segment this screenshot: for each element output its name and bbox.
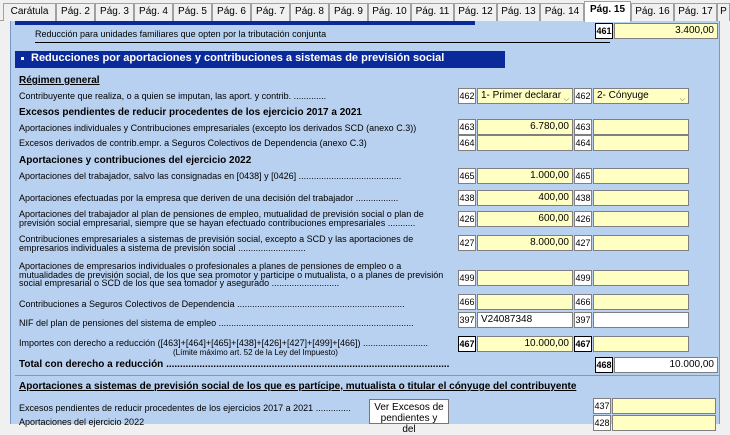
- page-tabs: [0, 0, 730, 21]
- code-397-2: 397: [574, 312, 592, 328]
- code-466-2: 466: [574, 294, 592, 310]
- section-title: Reducciones por aportaciones y contribuciones a sistemas de previsión social: [31, 52, 445, 64]
- contribuyente-select-1[interactable]: [477, 88, 573, 104]
- code-467-1: 467: [458, 336, 476, 352]
- field-438-2[interactable]: [593, 190, 689, 206]
- total-label: Total con derecho a reducción ......................................................................................................: [19, 359, 450, 370]
- field-437[interactable]: [612, 398, 716, 414]
- form-panel: [10, 21, 720, 435]
- tab-pag-11[interactable]: Pág. 11: [411, 3, 454, 21]
- pendientes-heading: Excesos pendientes de reducir procedentes de los ejercicio 2017 a 2021: [19, 107, 362, 118]
- field-427-2[interactable]: [593, 235, 689, 251]
- tab-pag-5[interactable]: Pág. 5: [173, 3, 212, 21]
- row-464-label: Excesos derivados de contrib.empr. a Seguros Colectivos de Dependencia (anexo C.3): [19, 138, 367, 148]
- row-437-label: Excesos pendientes de reducir procedentes de los ejercicios 2017 a 2021 ..............: [19, 403, 351, 413]
- tab-pag-17[interactable]: Pág. 17: [674, 3, 717, 21]
- code-499-1: 499: [458, 270, 476, 286]
- chevron-down-icon: ⌵: [679, 96, 685, 103]
- code-427-2: 427: [574, 235, 592, 251]
- code-466-1: 466: [458, 294, 476, 310]
- tab-pag-14[interactable]: Pág. 14: [540, 3, 584, 21]
- field-465-2[interactable]: [593, 168, 689, 184]
- tab-pag-13[interactable]: Pág. 13: [497, 3, 540, 21]
- field-467-2[interactable]: [593, 336, 689, 352]
- row-465-label: Aportaciones del trabajador, salvo las consignadas en [0438] y [0426] .........................................: [19, 171, 402, 181]
- field-397-1[interactable]: V24087348: [477, 312, 573, 328]
- bullet-icon: [21, 57, 24, 60]
- field-464-2[interactable]: [593, 135, 689, 151]
- tab-pag-8[interactable]: Pág. 8: [290, 3, 329, 21]
- field-466-2[interactable]: [593, 294, 689, 310]
- code-427-1: 427: [458, 235, 476, 251]
- tab-pag-6[interactable]: Pág. 6: [212, 3, 251, 21]
- tab-pag-10[interactable]: Pág. 10: [368, 3, 411, 21]
- code-462-1: 462: [458, 88, 476, 104]
- code-465-1: 465: [458, 168, 476, 184]
- tab-pag-2[interactable]: Pág. 2: [56, 3, 95, 21]
- previous-section-header: [15, 21, 475, 25]
- importes-label: Importes con derecho a reducción ([463]+[464]+[465]+[438]+[426]+[427]+[499]+[466]) ..........................: [19, 338, 429, 348]
- field-465-1[interactable]: 1.000,00: [477, 168, 573, 184]
- row-427-label: Contribuciones empresariales a sistemas de previsión social, excepto a SCD y las aportaciones de empresarios individuales a sistema de previsión social ...........................: [19, 234, 414, 253]
- field-397-2[interactable]: [593, 312, 689, 328]
- row-466-label: Contribuciones a Seguros Colectivos de Dependencia ...................................................................: [19, 299, 405, 309]
- code-468: 468: [595, 357, 613, 373]
- field-499-1[interactable]: [477, 270, 573, 286]
- code-464-2: 464: [574, 135, 592, 151]
- reduccion-conjunta-line: [35, 42, 610, 43]
- code-426-1: 426: [458, 211, 476, 227]
- section-divider: [15, 375, 720, 376]
- reduccion-conjunta-label: Reducción para unidades familiares que opten por la tributación conjunta: [35, 29, 327, 39]
- code-438-1: 438: [458, 190, 476, 206]
- tab-more[interactable]: P: [717, 3, 730, 21]
- row-499-label: Aportaciones de empresarios individuales o profesionales a planes de pensiones de empleo o a mutualidades de previsión social, de los que sea promotor y participe o mutualista, o a planes de previsión social empresarial o SCD de los que sea tomador y asegurado ...........................: [19, 261, 444, 288]
- field-426-2[interactable]: [593, 211, 689, 227]
- code-438-2: 438: [574, 190, 592, 206]
- tab-pag-16[interactable]: Pág. 16: [631, 3, 674, 21]
- field-428[interactable]: [612, 415, 716, 431]
- code-463-2: 463: [574, 119, 592, 135]
- tooltip-button[interactable]: Ver Excesos de pendientes y del: [369, 399, 449, 424]
- tab-pag-9[interactable]: Pág. 9: [329, 3, 368, 21]
- select-2-value: 2- Cónyuge: [597, 90, 649, 101]
- code-461: 461: [595, 23, 613, 39]
- row-463-label: Aportaciones individuales y Contribuciones empresariales (excepto los derivados SCD (anexo C.3)): [19, 123, 417, 133]
- contribuyente-select-2[interactable]: [593, 88, 689, 104]
- field-438-1[interactable]: 400,00: [477, 190, 573, 206]
- tab-pag-4[interactable]: Pág. 4: [134, 3, 173, 21]
- tab-caratula[interactable]: Carátula: [3, 3, 56, 21]
- contribuyente-label: Contribuyente que realiza, o a quien se imputan, las aport. y contrib. .............: [19, 91, 327, 101]
- field-463-2[interactable]: [593, 119, 689, 135]
- code-462-2: 462: [574, 88, 592, 104]
- ejercicio-heading: Aportaciones y contribuciones del ejercicio 2022: [19, 155, 252, 166]
- section-header: [15, 51, 505, 68]
- code-465-2: 465: [574, 168, 592, 184]
- code-428: 428: [593, 415, 611, 431]
- tab-pag-3[interactable]: Pág. 3: [95, 3, 134, 21]
- section2-heading: Aportaciones a sistemas de previsión social de los que es partícipe, mutualista o titular el cónyuge del contribuyente: [19, 381, 577, 392]
- field-468[interactable]: 10.000,00: [614, 357, 718, 373]
- field-467-1[interactable]: 10.000,00: [477, 336, 573, 352]
- field-499-2[interactable]: [593, 270, 689, 286]
- field-464-1[interactable]: [477, 135, 573, 151]
- code-464-1: 464: [458, 135, 476, 151]
- field-427-1[interactable]: 8.000,00: [477, 235, 573, 251]
- importes-sublabel: (Límite máximo art. 52 de la Ley del Impuesto): [173, 348, 338, 357]
- row-438-label: Aportaciones efectuadas por la empresa que deriven de una decisión del trabajador .................: [19, 193, 399, 203]
- row-397-label: NIF del plan de pensiones del sistema de empleo ..............................................................................: [19, 318, 414, 328]
- code-397-1: 397: [458, 312, 476, 328]
- code-463-1: 463: [458, 119, 476, 135]
- select-1-value: 1- Primer declarar: [481, 90, 562, 101]
- code-437: 437: [593, 398, 611, 414]
- code-426-2: 426: [574, 211, 592, 227]
- regimen-heading: Régimen general: [19, 75, 100, 86]
- row-426-label: Aportaciones del trabajador al plan de pensiones de empleo, mutualidad de previsión social o plan de previsión social empresarial, siempre que se hayan efectuado contribuciones empresariales ...........: [19, 209, 424, 228]
- field-466-1[interactable]: [477, 294, 573, 310]
- reduccion-conjunta-field[interactable]: 3.400,00: [614, 23, 718, 39]
- chevron-down-icon: ⌵: [563, 96, 569, 103]
- code-467-2: 467: [574, 336, 592, 352]
- field-426-1[interactable]: 600,00: [477, 211, 573, 227]
- field-463-1[interactable]: 6.780,00: [477, 119, 573, 135]
- code-499-2: 499: [574, 270, 592, 286]
- row-428-label: Aportaciones del ejercicio 2022: [19, 417, 145, 427]
- tab-pag-7[interactable]: Pág. 7: [251, 3, 290, 21]
- tab-pag-15[interactable]: Pág. 15: [584, 1, 631, 22]
- tab-pag-12[interactable]: Pág. 12: [454, 3, 497, 21]
